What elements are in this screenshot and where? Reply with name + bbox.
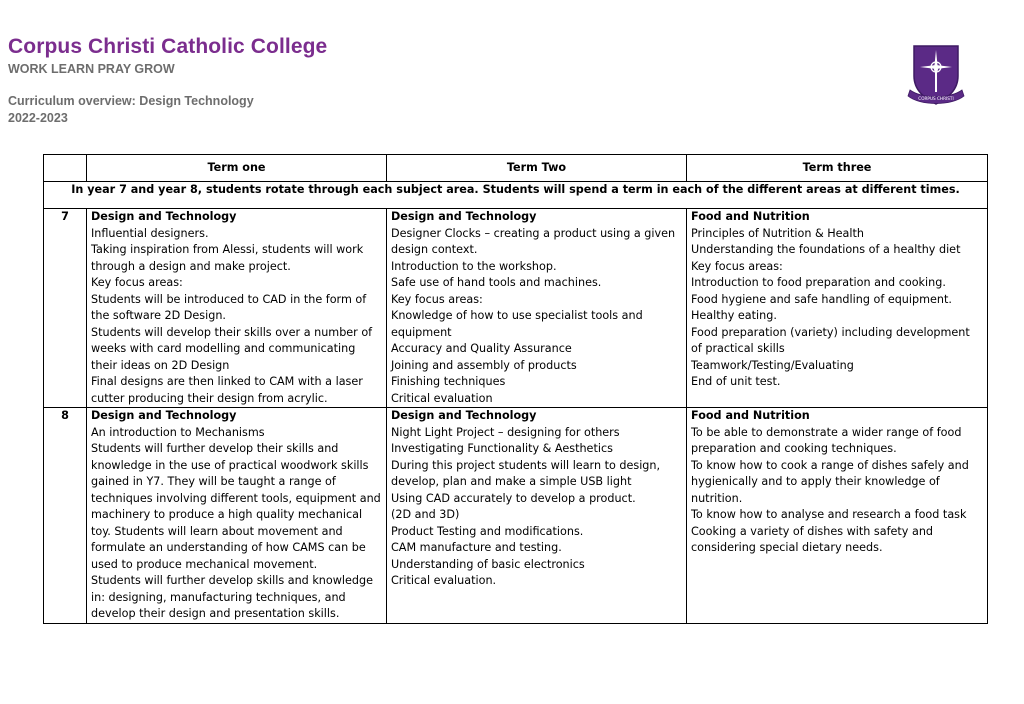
year7-term-one <box>87 209 387 408</box>
cell-line: Night Light Project – designing for others <box>391 425 620 439</box>
curriculum-title: Curriculum overview: Design Technology <box>8 94 254 108</box>
year7-term-two <box>387 209 687 408</box>
cell-line: Investigating Functionality & Aesthetics <box>391 442 613 455</box>
cell-line: CAM manufacture and testing. <box>391 541 562 554</box>
year-label: 7 <box>44 209 87 408</box>
cell-line: (2D and 3D) <box>391 508 460 521</box>
cell-line: Cooking a variety of dishes with safety and considering special dietary needs. <box>691 524 934 554</box>
term-two-header: Term Two <box>387 155 687 182</box>
cell-line: Critical evaluation. <box>391 574 497 587</box>
crest-motto-text: CORPUS CHRISTI <box>918 96 954 101</box>
term-one-header: Term one <box>87 155 387 182</box>
cell-line: To know how to analyse and research a food task <box>691 508 967 521</box>
year-header <box>44 155 87 182</box>
cell-line: Food hygiene and safe handling of equipment. <box>691 292 952 306</box>
page-header <box>8 34 327 77</box>
college-motto: WORK LEARN PRAY GROW <box>8 62 175 76</box>
cell-title: Design and Technology <box>91 210 237 223</box>
table-row <box>44 408 988 624</box>
rotation-note: In year 7 and year 8, students rotate through each subject area. Students will spend a term in each of the different areas at different times. <box>44 182 988 209</box>
cell-line: End of unit test. <box>691 375 781 388</box>
cell-line: Introduction to food preparation and cooking. <box>691 276 946 289</box>
table-row <box>44 209 988 408</box>
cell-title: Design and Technology <box>91 409 237 422</box>
year-label: 8 <box>44 408 87 624</box>
cell-line: Influential designers. <box>91 226 209 240</box>
cell-line: Students will be introduced to CAD in the form of the software 2D Design. <box>91 292 367 322</box>
cell-line: Food preparation (variety) including development of practical skills <box>691 325 970 355</box>
cell-line: Understanding the foundations of a healthy diet <box>691 243 961 256</box>
cell-line: An introduction to Mechanisms <box>91 425 265 439</box>
crest-shield-icon <box>906 40 966 112</box>
cell-line: Knowledge of how to use specialist tools and equipment <box>391 309 643 339</box>
cell-line: Critical evaluation <box>391 391 493 405</box>
cell-line: Students will further develop their skills and knowledge in the use of practical woodwork skills gained in Y7. They will be taught a range of techniques involving different tools, equipment and machinery to produce a high quality mechanical toy. Students will learn about movement and formulate an understanding of how CAMS can be used to produce mechanical movement. <box>91 442 381 571</box>
cell-title: Food and Nutrition <box>691 409 810 422</box>
year8-term-three <box>687 408 988 624</box>
cell-line: Students will develop their skills over a number of weeks with card modelling and communicating their ideas on 2D Design <box>91 325 373 372</box>
cell-line: Accuracy and Quality Assurance <box>391 342 572 355</box>
academic-year: 2022-2023 <box>8 111 68 125</box>
table-header-row <box>44 155 988 182</box>
cell-line: Teamwork/Testing/Evaluating <box>691 358 854 372</box>
cell-line: Students will further develop skills and knowledge in: designing, manufacturing techniques, and develop their design and presentation skills. <box>91 574 373 620</box>
cell-line: Taking inspiration from Alessi, students will work through a design and make project. <box>91 243 364 273</box>
year8-term-one <box>87 408 387 624</box>
document-subtitle <box>8 93 254 127</box>
cell-line: To know how to cook a range of dishes safely and hygienically and to apply their knowledge of nutrition. <box>691 458 969 505</box>
cell-line: Introduction to the workshop. <box>391 259 557 273</box>
cell-title: Design and Technology <box>391 210 537 223</box>
cell-title: Food and Nutrition <box>691 210 810 223</box>
cell-line: Finishing techniques <box>391 375 506 388</box>
cell-line: Understanding of basic electronics <box>391 557 585 571</box>
cell-line: Key focus areas: <box>691 259 783 273</box>
cell-line: Principles of Nutrition & Health <box>691 226 864 240</box>
term-three-header: Term three <box>687 155 988 182</box>
cell-line: To be able to demonstrate a wider range of food preparation and cooking techniques. <box>691 425 962 455</box>
cell-title: Design and Technology <box>391 409 537 422</box>
cell-line: Final designs are then linked to CAM with a laser cutter producing their design from acrylic. <box>91 375 363 405</box>
curriculum-table <box>43 154 988 624</box>
cell-line: Safe use of hand tools and machines. <box>391 276 602 289</box>
cell-line: Healthy eating. <box>691 309 777 322</box>
cell-line: Using CAD accurately to develop a product. <box>391 491 636 505</box>
year8-term-two <box>387 408 687 624</box>
rotation-note-row <box>44 182 988 209</box>
cell-line: Designer Clocks – creating a product using a given design context. <box>391 226 676 256</box>
college-name: Corpus Christi Catholic College <box>8 35 328 58</box>
year7-term-three <box>687 209 988 408</box>
cell-line: Joining and assembly of products <box>391 358 577 372</box>
cell-line: Key focus areas: <box>391 292 483 306</box>
cell-line: During this project students will learn to design, develop, plan and make a simple USB light <box>391 458 661 488</box>
cell-line: Key focus areas: <box>91 276 183 289</box>
cell-line: Product Testing and modifications. <box>391 524 584 538</box>
